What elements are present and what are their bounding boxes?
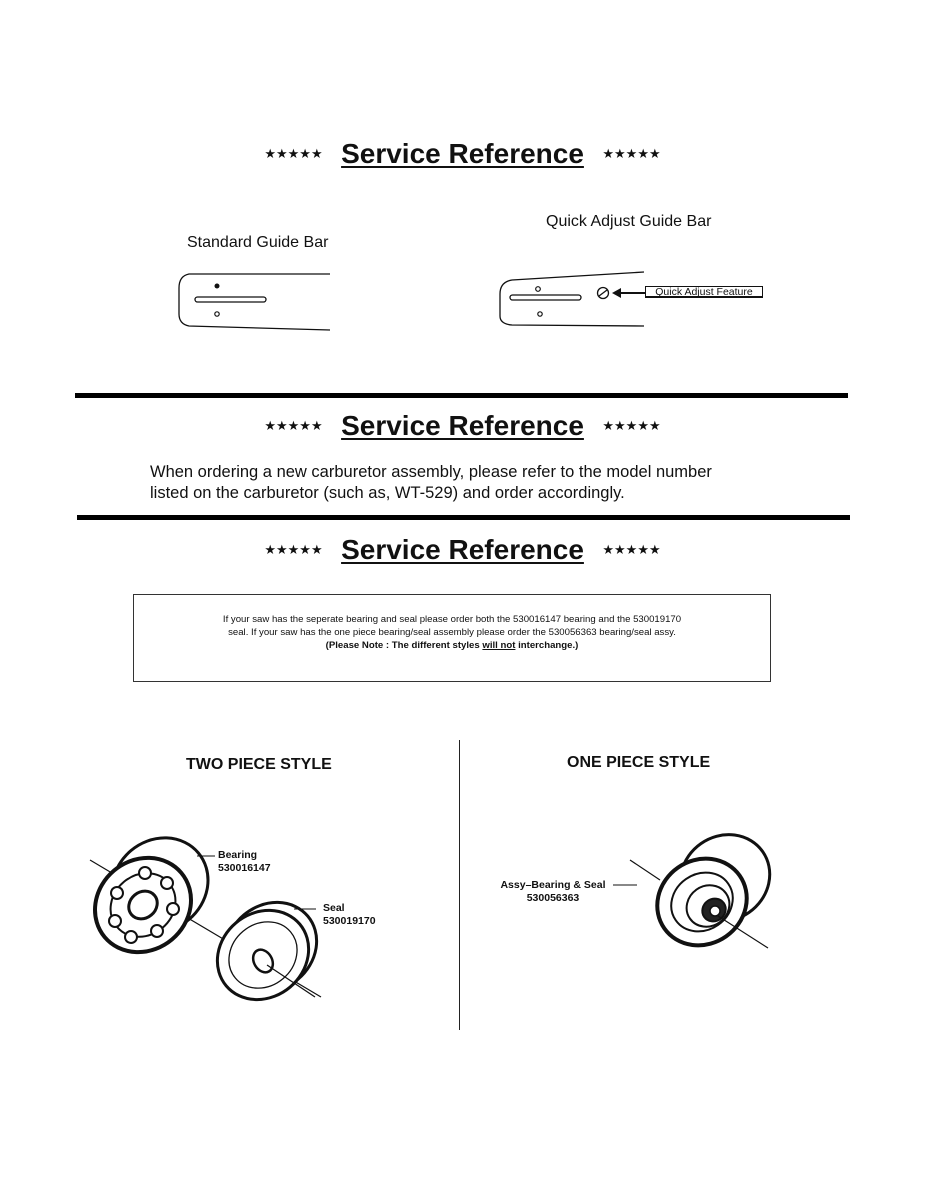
note-prefix: (Please Note : The different styles (325, 640, 483, 651)
bearing-part-number: 530016147 (218, 862, 271, 874)
bearing-note-line-1: If your saw has the seperate bearing and seal please order both the 530016147 bearing and the 530019170 (222, 614, 682, 625)
section-divider (77, 515, 850, 520)
stars-left: ★★★★★ (264, 418, 323, 433)
section-title: Service Reference (341, 410, 584, 441)
left-arrow-icon (612, 287, 646, 299)
standard-guide-bar-drawing (175, 268, 345, 338)
two-piece-style-title: TWO PIECE STYLE (186, 756, 332, 773)
quick-adjust-guide-bar-label: Quick Adjust Guide Bar (546, 213, 712, 230)
note-suffix: interchange.) (515, 640, 579, 651)
stars-right: ★★★★★ (602, 418, 661, 433)
bearing-note-box (133, 594, 771, 682)
carburetor-note (150, 462, 790, 504)
bearing-note-line-3 (134, 639, 770, 652)
seal-part-number: 530019170 (323, 915, 376, 927)
stars-right: ★★★★★ (602, 542, 661, 557)
quick-adjust-feature-label: Quick Adjust Feature (645, 286, 763, 298)
section-heading-bearing (0, 534, 925, 566)
assembly-label: Assy–Bearing & Seal (500, 879, 606, 891)
section-heading-carburetor (0, 410, 925, 442)
seal-leader-line (294, 907, 318, 911)
stars-left: ★★★★★ (264, 542, 323, 557)
seal-callout (323, 902, 376, 928)
adjuster-icon (596, 286, 610, 300)
section-divider (75, 393, 848, 398)
note-emphasis: will not (482, 640, 516, 651)
seal-drawing (205, 895, 325, 1015)
carburetor-note-line-2: listed on the carburetor (such as, WT-529) and order accordingly. (150, 484, 625, 502)
quick-adjust-guide-bar-drawing (494, 266, 654, 336)
standard-guide-bar-label: Standard Guide Bar (187, 234, 329, 251)
bearing-callout (218, 849, 271, 875)
section-heading-guide-bar (0, 138, 925, 170)
section-title: Service Reference (341, 138, 584, 169)
bearing-leader-line (197, 854, 217, 858)
assembly-part-number: 530056363 (526, 892, 580, 904)
section-title: Service Reference (341, 534, 584, 565)
stars-right: ★★★★★ (602, 146, 661, 161)
bearing-note-line-2: seal. If your saw has the one piece bearing/seal assembly please order the 530056363 bearing/seal assy. (228, 627, 676, 638)
one-piece-style-title: ONE PIECE STYLE (567, 754, 711, 771)
carburetor-note-line-1: When ordering a new carburetor assembly, please refer to the model number (150, 463, 712, 481)
assembly-callout (494, 879, 612, 905)
assembly-leader-line (613, 883, 639, 887)
bearing-label: Bearing (218, 849, 258, 861)
seal-label: Seal (323, 902, 345, 914)
stars-left: ★★★★★ (264, 146, 323, 161)
column-divider (459, 740, 460, 1030)
bearing-seal-assembly-drawing (620, 830, 790, 970)
